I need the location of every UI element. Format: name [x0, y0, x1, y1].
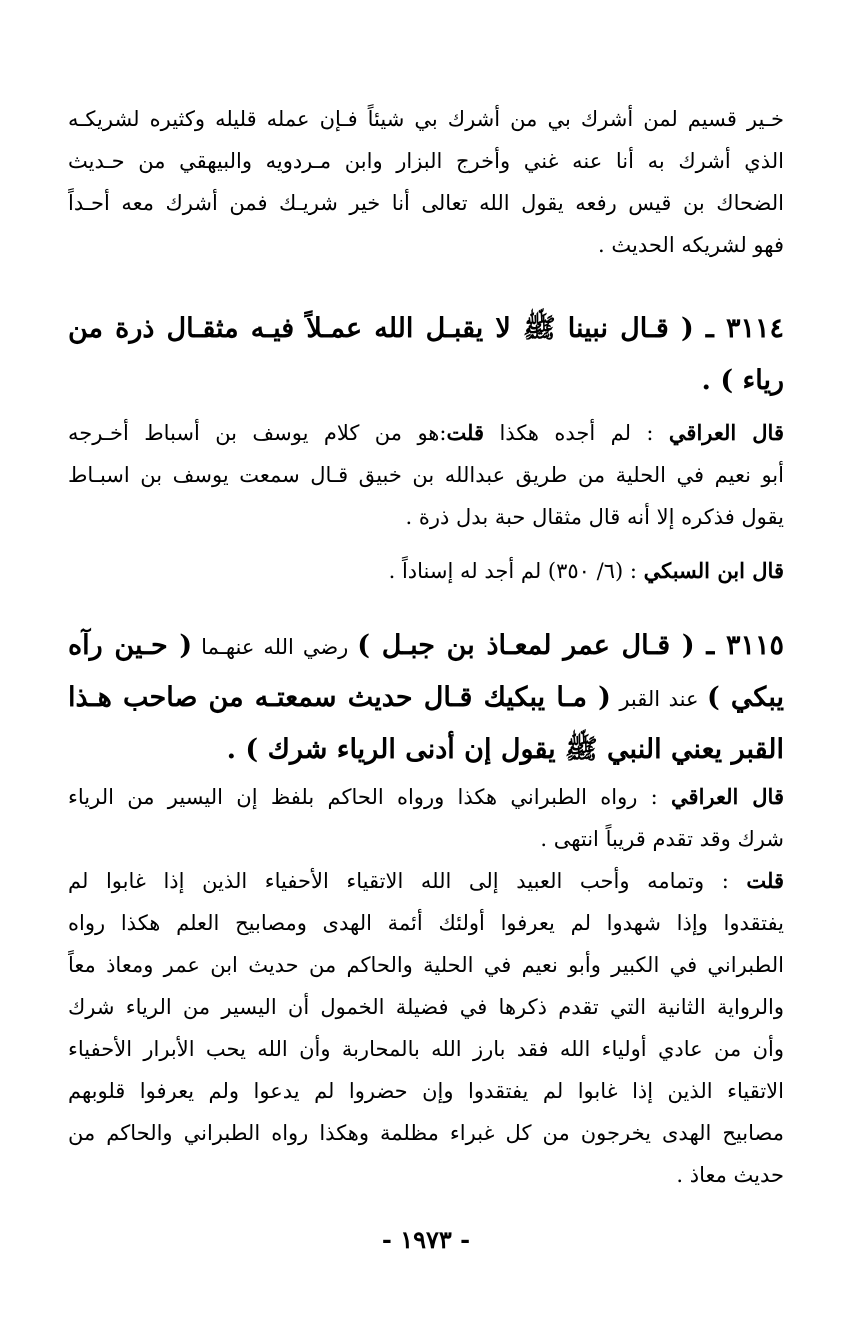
- comment-text: :هو من كلام يوسف بن أسباط أخـرجه: [68, 421, 447, 445]
- hadith-text: يبكي ): [706, 682, 784, 713]
- hadith-text: ٣١١٥ ـ ( قـال عمر لمعـاذ بن جبـل ): [357, 630, 784, 661]
- speaker-label: قال العراقي: [668, 420, 784, 445]
- comment-text: : وتمامه وأحب العبيد إلى الله الاتقياء الأحفياء الذين إذا غابوا لم: [68, 869, 747, 893]
- hadith-line: رياء ) .: [701, 365, 784, 396]
- text-line: خـير قسيم لمن أشرك بي من أشرك بي شيئاً فـإن عمله قليله وكثيره لشريكـه: [68, 107, 784, 131]
- comment-line: أبو نعيم في الحلية من طريق عبدالله بن خبيق قـال سمعت يوسف بن اسبـاط: [68, 463, 784, 487]
- comment-text: : لم أجده هكذا: [484, 421, 669, 445]
- comment-line: يفتقدوا وإذا شهدوا لم يعرفوا أولئك أئمة الهدى ومصابيح العلم هكذا رواه: [68, 911, 784, 935]
- iraqi-comment-2: [68, 776, 784, 860]
- comment-line: الاتقياء الذين إذا غابوا لم يفتقدوا وإن حضروا لم يدعوا ولم يعرفوا قلوبهم: [68, 1079, 784, 1103]
- speaker-label: قال ابن السبكي: [643, 558, 784, 583]
- hadith-aside: عند القبر: [610, 687, 707, 711]
- hadith-3115: [68, 620, 784, 776]
- hadith-3114: [68, 303, 784, 407]
- comment-line: شرك وقد تقدم قريباً انتهى .: [540, 827, 784, 851]
- subki-comment: [68, 550, 784, 592]
- comment-line: حديث معاذ .: [676, 1163, 784, 1187]
- speaker-label: قلت: [446, 420, 485, 445]
- hadith-line: ٣١١٤ ـ ( قـال نبينا ﷺ لا يقبـل الله عمـلاً فيـه مثقـال ذرة من: [68, 313, 784, 344]
- text-line: الضحاك بن قيس رفعه يقول الله تعالى أنا خير شريـك فمن أشرك معه أحـداً: [68, 191, 784, 215]
- comment-line: وأن من عادي أولياء الله فقد بارز الله بالمحاربة وأن الله يحب الأبرار الأحفياء: [68, 1037, 784, 1061]
- comment-line: والرواية الثانية التي تقدم ذكرها في فضيلة الخمول أن اليسير من الرياء شرك: [68, 995, 784, 1019]
- page-number: - ١٩٧٣ -: [381, 1225, 471, 1254]
- comment-line: [68, 412, 784, 454]
- iraqi-comment-1: [68, 412, 784, 538]
- hadith-line: [68, 620, 784, 672]
- comment-line: مصابيح الهدى يخرجون من كل غبراء مظلمة وهكذا رواه الطبراني والحاكم من: [68, 1121, 784, 1145]
- text-line: فهو لشريكه الحديث .: [598, 233, 784, 257]
- comment-line: يقول فذكره إلا أنه قال مثقال حبة بدل ذرة .: [405, 505, 784, 529]
- speaker-label: قلت: [746, 868, 784, 893]
- hadith-aside: رضي الله عنهـما: [192, 635, 358, 659]
- comment-text: : (٦/ ٣٥٠) لم أجد له إسناداً .: [388, 559, 644, 583]
- comment-line: [68, 550, 784, 592]
- speaker-label: قال العراقي: [671, 784, 784, 809]
- hadith-text: ( حـين رآه: [68, 630, 193, 661]
- comment-line: [68, 860, 784, 902]
- hadith-line: [68, 672, 784, 724]
- intro-paragraph: [68, 98, 784, 266]
- qultu-paragraph: [68, 860, 784, 1196]
- hadith-line: القبر يعني النبي ﷺ يقول إن أدنى الرياء شرك ) .: [226, 734, 784, 765]
- comment-line: الطبراني في الكبير وأبو نعيم في الحلية والحاكم من حديث ابن عمر ومعاذ معاً: [68, 953, 784, 977]
- text-line: الذي أشرك به أنا عنه غني وأخرج البزار وابن مـردويه والبيهقي من حـديث: [68, 149, 784, 173]
- comment-line: [68, 776, 784, 818]
- comment-text: : رواه الطبراني هكذا ورواه الحاكم بلفظ إن اليسير من الرياء: [68, 785, 672, 809]
- hadith-text: ( مـا يبكيك قـال حديث سمعتـه من صاحب هـذا: [68, 682, 611, 713]
